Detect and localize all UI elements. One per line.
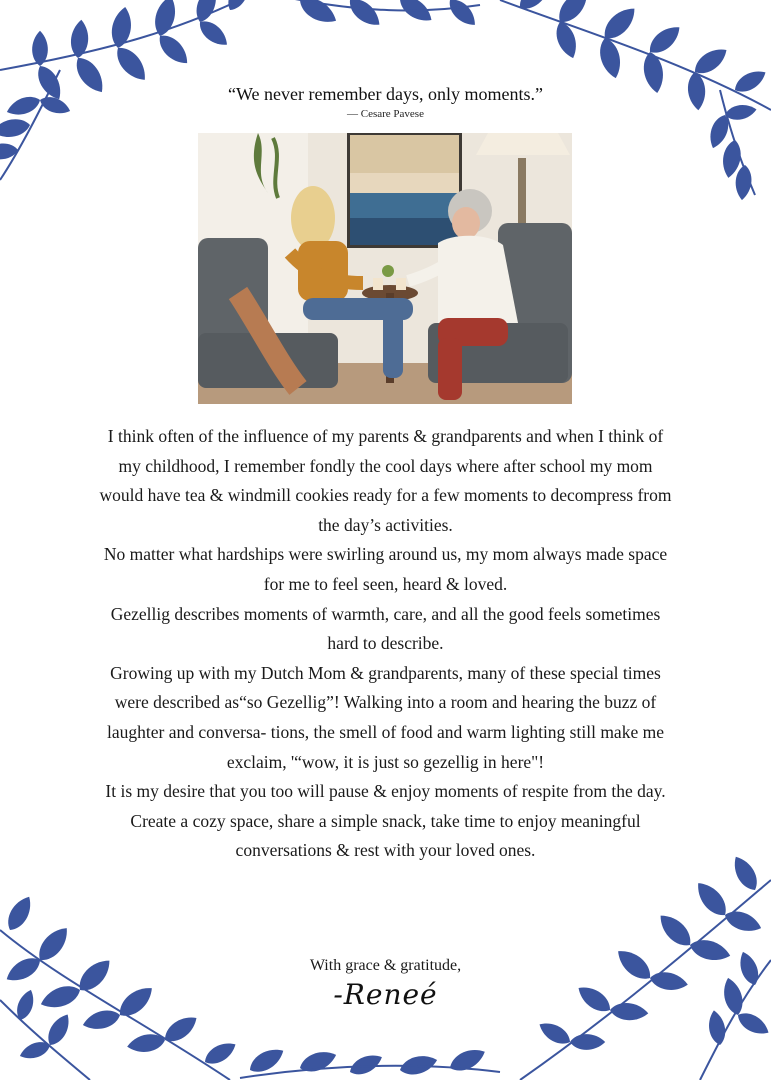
photo-illustration	[198, 133, 572, 404]
letter-body	[95, 422, 676, 866]
letter-paragraph: Gezellig describes moments of warmth, care, and all the good feels sometimes hard to describe.	[110, 603, 661, 654]
tea-moment-photo	[198, 133, 572, 404]
signature: -Reneé	[333, 978, 438, 1011]
letter-paragraph: Growing up with my Dutch Mom & grandparents, many of these special times were described as“so Gezellig”! Walking into a room and hearing the buzz of laughter and conversa- tions, the smell of food and warm lighting still make me exclaim, '“wow, it is just so gezellig in here"!	[107, 662, 664, 772]
signoff-text: With grace & gratitude,	[309, 957, 462, 974]
letter-paragraph: I think often of the influence of my parents & grandparents and when I think of my childhood, I remember fondly the cool days where after school my mom would have tea & windmill cookies ready for a few moments to decompress from the day’s activities.	[99, 426, 672, 535]
letter-paragraph: No matter what hardships were swirling around us, my mom always made space for me to feel seen, heard & loved.	[103, 544, 668, 594]
quote-author: — Cesare Pavese	[347, 108, 424, 120]
quote-text: “We never remember days, only moments.”	[228, 84, 543, 104]
letter-paragraph: It is my desire that you too will pause & enjoy moments of respite from the day. Create a cozy space, share a simple snack, take time to enjoy meaningful conversations & rest with your loved ones.	[105, 781, 666, 861]
